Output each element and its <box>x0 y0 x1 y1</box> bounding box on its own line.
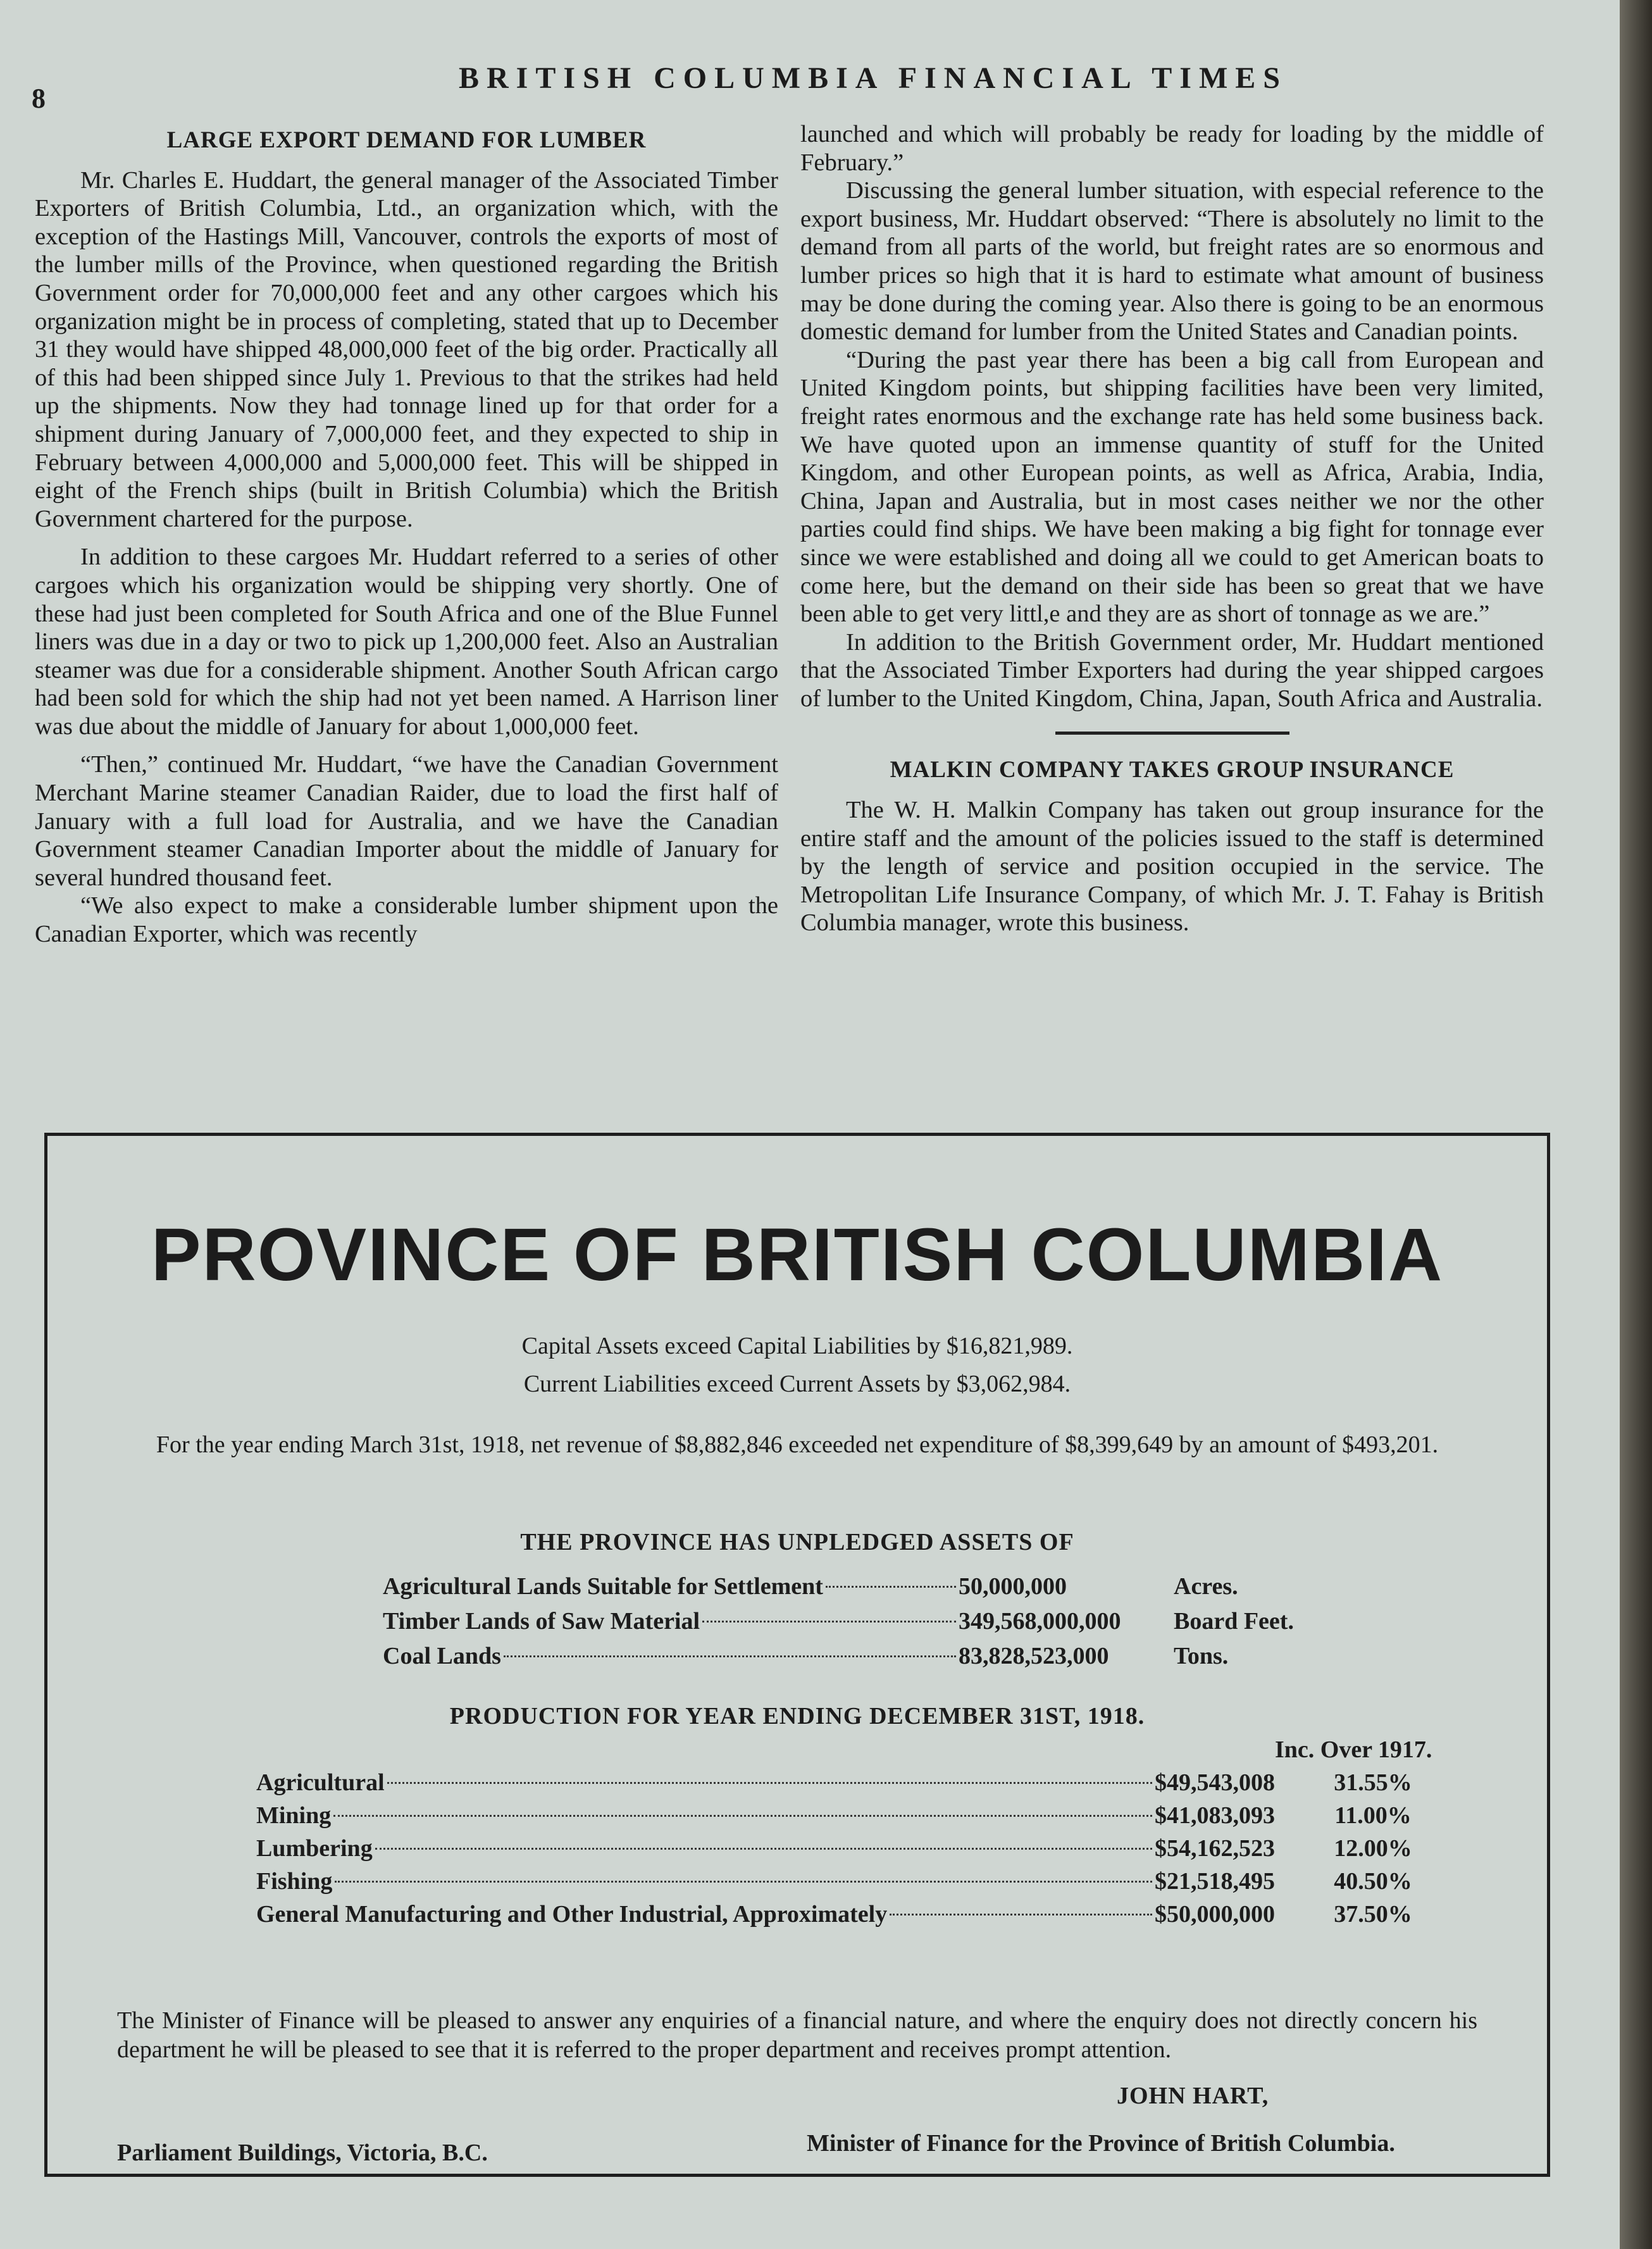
dot-leader <box>890 1914 1152 1916</box>
asset-label: Coal Lands <box>383 1643 501 1669</box>
asset-row <box>383 1607 1332 1639</box>
production-increase: 11.00% <box>1334 1802 1412 1829</box>
asset-row <box>383 1642 1332 1674</box>
production-value: $50,000,000 <box>1155 1901 1275 1928</box>
dot-leader <box>504 1655 956 1657</box>
left-column <box>35 127 778 949</box>
assets-heading: THE PROVINCE HAS UNPLEDGED ASSETS OF <box>520 1529 1074 1555</box>
article-paragraph: In addition to these cargoes Mr. Huddart referred to a series of other cargoes which his organization would be shipping very shortly. One of these had just been completed for South Africa and one of the Blue Funnel liners was due in a day or two to pick up 1,200,000 feet. Also an Australian steamer was due for a considerable shipment. Another South African cargo had been sold for which the ship had not yet been named. A Harrison liner was due about the middle of January for about 1,000,000 feet. <box>35 544 778 740</box>
address: Parliament Buildings, Victoria, B.C. <box>117 2140 488 2166</box>
production-label: General Manufacturing and Other Industrial, Approximately <box>256 1901 888 1928</box>
dot-leader <box>826 1586 956 1588</box>
dot-leader <box>702 1621 956 1623</box>
production-label: Agricultural <box>256 1769 385 1796</box>
production-label: Lumbering <box>256 1835 373 1862</box>
article-paragraph: “Then,” continued Mr. Huddart, “we have the Canadian Government Merchant Marine steamer Canadian Raider, due to load the first half of January with a full load for Australia, and we have the Canadian Government steamer Canadian Importer about the middle of January for several hundred thousand feet. <box>35 751 778 891</box>
production-increase: 40.50% <box>1334 1868 1412 1895</box>
production-heading: PRODUCTION FOR YEAR ENDING DECEMBER 31ST, 1918. <box>449 1703 1145 1729</box>
production-increase: 31.55% <box>1334 1769 1412 1796</box>
asset-value: 349,568,000,000 <box>959 1608 1121 1635</box>
book-spine <box>1620 0 1652 2249</box>
production-row <box>256 1769 1446 1800</box>
page-number: 8 <box>32 83 46 114</box>
article-paragraph: Discussing the general lumber situation, with especial reference to the export business, Mr. Huddart observed: “There is absolutely no limit to the demand from all parts of the world, but freight rates are so enormous and lumber prices so high that it is hard to estimate what amount of business may be done during the coming year. Also there is going to be an enormous domestic demand for lumber from the United States and Canadian points. <box>800 177 1544 346</box>
article-paragraph: The W. H. Malkin Company has taken out group insurance for the entire staff and the amount of the policies issued to the staff is determined by the length of service and position occupied in the service. The Metropolitan Life Insurance Company, of which Mr. J. T. Fahay is British Columbia manager, wrote this business. <box>800 797 1544 937</box>
production-value: $21,518,495 <box>1155 1868 1275 1895</box>
running-title: BRITISH COLUMBIA FINANCIAL TIMES <box>459 61 1288 95</box>
article-paragraph: launched and which will probably be ready for loading by the middle of February.” <box>800 121 1544 176</box>
revenue-paragraph: For the year ending March 31st, 1918, net revenue of $8,882,846 exceeded net expenditure of $8,399,649 by an amount of $493,201. <box>156 1431 1439 1458</box>
article-headline-malkin: MALKIN COMPANY TAKES GROUP INSURANCE <box>890 757 1455 783</box>
production-increase: 12.00% <box>1334 1835 1412 1862</box>
article-paragraph: “During the past year there has been a big call from European and United Kingdom points, but shipping facilities have been very limited, freight rates enormous and the exchange rate has held some business back. We have quoted upon an immense quantity of stuff for the United Kingdom, and other European points, as well as Africa, Arabia, India, China, Japan and Australia, but in most cases neither we nor the other parties could find ships. We have been making a big fight for tonnage ever since we were established and doing all we could to get American boats to come here, but the demand on their side has been so great that we have been able to get very littl,e and they are as short of tonnage as we are.” <box>800 346 1544 628</box>
right-column <box>800 120 1544 937</box>
asset-row <box>383 1573 1332 1604</box>
article-paragraph: In addition to the British Government order, Mr. Huddart mentioned that the Associated Timber Exporters had during the year shipped cargoes of lumber to the United Kingdom, China, Japan, South Africa and Australia. <box>800 628 1544 712</box>
production-value: $49,543,008 <box>1155 1769 1275 1796</box>
production-value: $54,162,523 <box>1155 1835 1275 1862</box>
production-value: $41,083,093 <box>1155 1802 1275 1829</box>
asset-value: 83,828,523,000 <box>959 1643 1109 1669</box>
page-header <box>25 56 1607 114</box>
production-row <box>256 1900 1446 1932</box>
asset-unit: Tons. <box>1174 1643 1229 1669</box>
production-row <box>256 1802 1446 1833</box>
production-row <box>256 1867 1446 1899</box>
advertisement-box <box>44 1133 1550 2177</box>
current-liabilities-line: Current Liabilities exceed Current Assets by $3,062,984. <box>523 1371 1071 1397</box>
production-row <box>256 1835 1446 1866</box>
article-paragraph: Mr. Charles E. Huddart, the general manager of the Associated Timber Exporters of British Columbia, Ltd., an organization which, with the exception of the Hastings Mill, Vancouver, controls the exports of most of the lumber mills of the Province, when questioned regarding the British Government order for 70,000,000 feet and any other cargoes which his organization might be in process of completing, stated that up to December 31 they would have shipped 48,000,000 feet of the big order. Practically all of this had been shipped since July 1. Previous to that the strikes had held up the shipments. Now they had tonnage lined up for that order for a shipment during January of 7,000,000 feet, and they expected to ship in February between 4,000,000 and 5,000,000 feet. This will be shipped in eight of the French ships (built in British Columbia) which the British Government chartered for the purpose. <box>35 166 778 532</box>
production-label: Mining <box>256 1802 332 1829</box>
asset-value: 50,000,000 <box>959 1573 1067 1600</box>
asset-label: Agricultural Lands Suitable for Settlement <box>383 1573 823 1600</box>
article-headline-lumber: LARGE EXPORT DEMAND FOR LUMBER <box>166 127 647 153</box>
asset-unit: Board Feet. <box>1174 1608 1294 1635</box>
dot-leader <box>375 1848 1152 1850</box>
production-increase: 37.50% <box>1334 1901 1412 1928</box>
dot-leader <box>333 1815 1152 1817</box>
signer-name: JOHN HART, <box>1117 2083 1269 2109</box>
asset-unit: Acres. <box>1174 1573 1238 1600</box>
section-divider <box>1055 732 1289 735</box>
dot-leader <box>335 1881 1152 1883</box>
signer-title: Minister of Finance for the Province of British Columbia. <box>807 2130 1395 2157</box>
asset-label: Timber Lands of Saw Material <box>383 1608 700 1635</box>
capital-assets-line: Capital Assets exceed Capital Liabilities by $16,821,989. <box>521 1333 1073 1359</box>
production-label: Fishing <box>256 1868 333 1895</box>
ad-title: PROVINCE OF BRITISH COLUMBIA <box>151 1213 1444 1297</box>
closing-paragraph: The Minister of Finance will be pleased to answer any enquiries of a financial nature, and where the enquiry does not directly concern his department he will be pleased to see that it is referred to the proper department and receives prompt attention. <box>117 2007 1477 2063</box>
article-paragraph: “We also expect to make a considerable lumber shipment upon the Canadian Exporter, which was recently <box>35 892 778 948</box>
increase-column-header: Inc. Over 1917. <box>1275 1736 1432 1763</box>
dot-leader <box>387 1782 1152 1784</box>
